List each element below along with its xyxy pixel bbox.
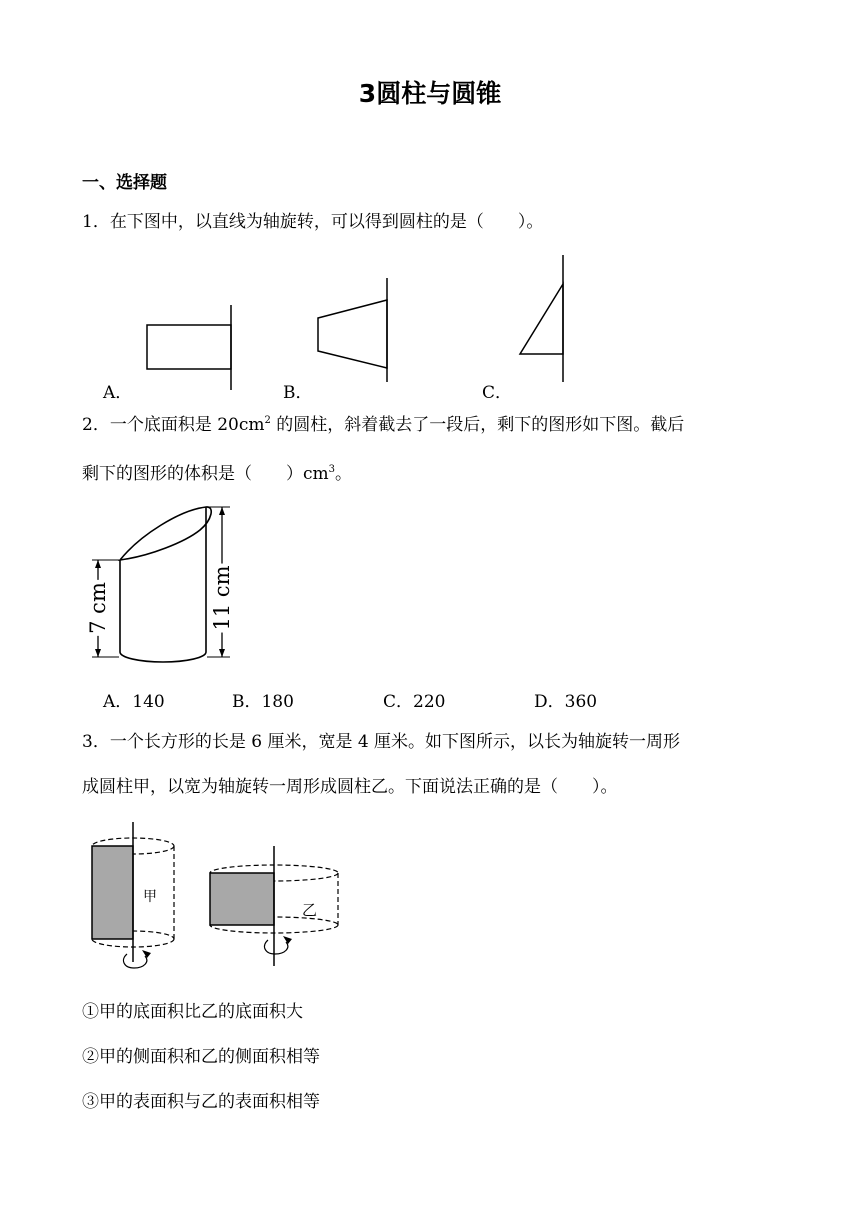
dimension-7cm-label: 7 cm xyxy=(86,582,110,634)
statement-3: ③甲的表面积与乙的表面积相等 xyxy=(82,1092,320,1112)
question-1-option-c: C． xyxy=(482,383,513,403)
squared-sup: 2 xyxy=(264,415,271,426)
question-1-option-a: A． xyxy=(103,383,133,403)
question-2-line-2-end: 。 xyxy=(335,464,353,484)
question-1-text: 1．在下图中，以直线为轴旋转，可以得到圆柱的是（ ）。 xyxy=(82,212,544,232)
question-2-line-1-start: 2．一个底面积是 20cm xyxy=(82,415,265,435)
question-2-option-d: D．360 xyxy=(534,692,598,712)
question-2-line-1-end: 的圆柱，斜着截去了一段后，剩下的图形如下图。截后 xyxy=(270,415,685,435)
question-2-line-2-start: 剩下的图形的体积是（ ）cm xyxy=(82,464,329,484)
cubed-sup: 3 xyxy=(328,464,336,475)
cylinder-jia xyxy=(92,822,174,968)
dimension-11cm-label: 11 cm xyxy=(210,565,234,631)
statement-1: ①甲的底面积比乙的底面积大 xyxy=(82,1002,303,1022)
label-jia: 甲 xyxy=(143,889,157,905)
question-3-line-1: 3．一个长方形的长是 6 厘米，宽是 4 厘米。如下图所示，以长为轴旋转一周形 xyxy=(82,732,681,752)
question-2-option-c: C．220 xyxy=(383,692,446,712)
question-1-option-b: B． xyxy=(283,383,313,403)
label-yi: 乙 xyxy=(302,901,318,919)
question-2-option-b: B．180 xyxy=(232,692,294,712)
statement-2: ②甲的侧面积和乙的侧面积相等 xyxy=(82,1047,320,1067)
section-heading: 一、选择题 xyxy=(82,173,167,193)
page-title: 3圆柱与圆锥 xyxy=(358,79,502,108)
cylinder-yi xyxy=(210,846,338,966)
question-3-line-2: 成圆柱甲，以宽为轴旋转一周形成圆柱乙。下面说法正确的是（ ）。 xyxy=(82,777,618,797)
question-2-option-a: A．140 xyxy=(103,692,165,712)
